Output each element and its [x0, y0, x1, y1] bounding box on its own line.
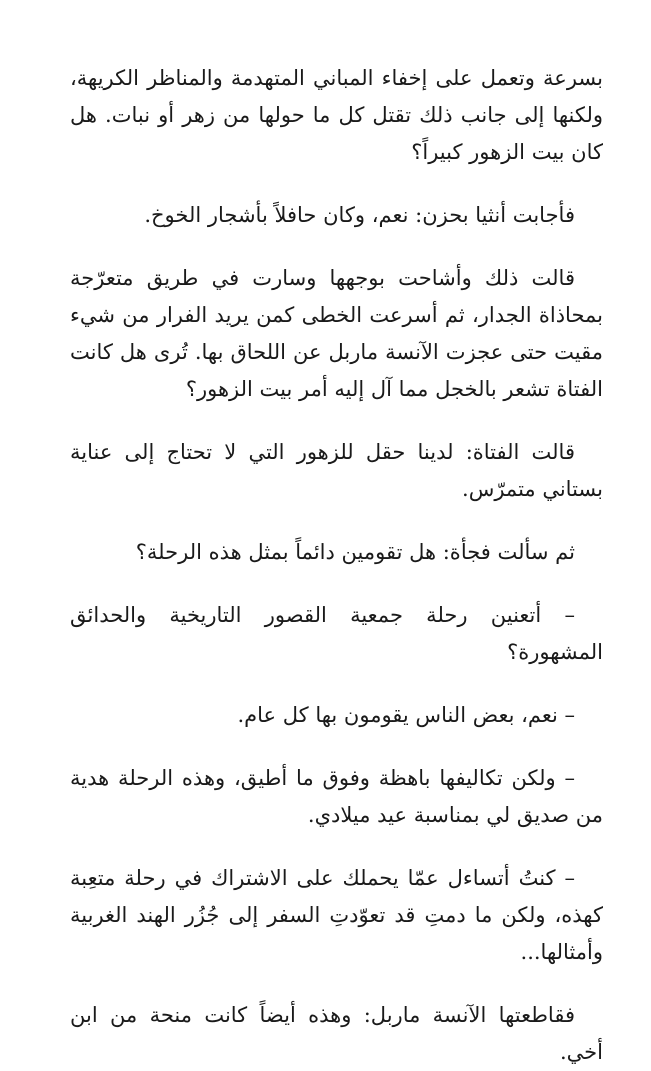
paragraph-continuation: بسرعة وتعمل على إخفاء المباني المتهدمة والمناظر الكريهة، ولكنها إلى جانب ذلك تقتل كل ما حولها من زهر أو نبات. هل كان بيت الزهور كبيراً؟ [70, 66, 603, 164]
paragraph-narration: قالت ذلك وأشاحت بوجهها وسارت في طريق متعرّجة بمحاذاة الجدار، ثم أسرعت الخطى كمن يريد الفرار من شيء مقيت حتى عجزت الآنسة ماربل عن اللحاق بها. تُرى هل كانت الفتاة تشعر بالخجل مما آل إليه أمر بيت الزهور؟ [70, 266, 603, 401]
dialog-line-2: – نعم، بعض الناس يقومون بها كل عام. [237, 703, 575, 727]
dialog-line-3: – ولكن تكاليفها باهظة وفوق ما أطيق، وهذه الرحلة هدية من صديق لي بمناسبة عيد ميلادي. [70, 766, 603, 827]
paragraph-girl-field: قالت الفتاة: لدينا حقل للزهور التي لا تحتاج إلى عناية بستاني متمرّس. [70, 440, 603, 501]
dialog-line-4: – كنتُ أتساءل عمّا يحملك على الاشتراك في رحلة متعِبة كهذه، ولكن ما دمتِ قد تعوّدتِ السفر إلى جُزُر الهند الغربية وأمثالها... [70, 866, 603, 964]
paragraph-antheia-reply: فأجابت أنثيا بحزن: نعم، وكان حافلاً بأشجار الخوخ. [144, 203, 575, 227]
paragraph-marple-interrupt: فقاطعتها الآنسة ماربل: وهذه أيضاً كانت منحة من ابن أخي. [70, 1003, 603, 1064]
paragraph-sudden-question: ثم سألت فجأة: هل تقومين دائماً بمثل هذه الرحلة؟ [135, 540, 575, 564]
dialog-line-1: – أتعنين رحلة جمعية القصور التاريخية والحدائق المشهورة؟ [70, 603, 603, 664]
